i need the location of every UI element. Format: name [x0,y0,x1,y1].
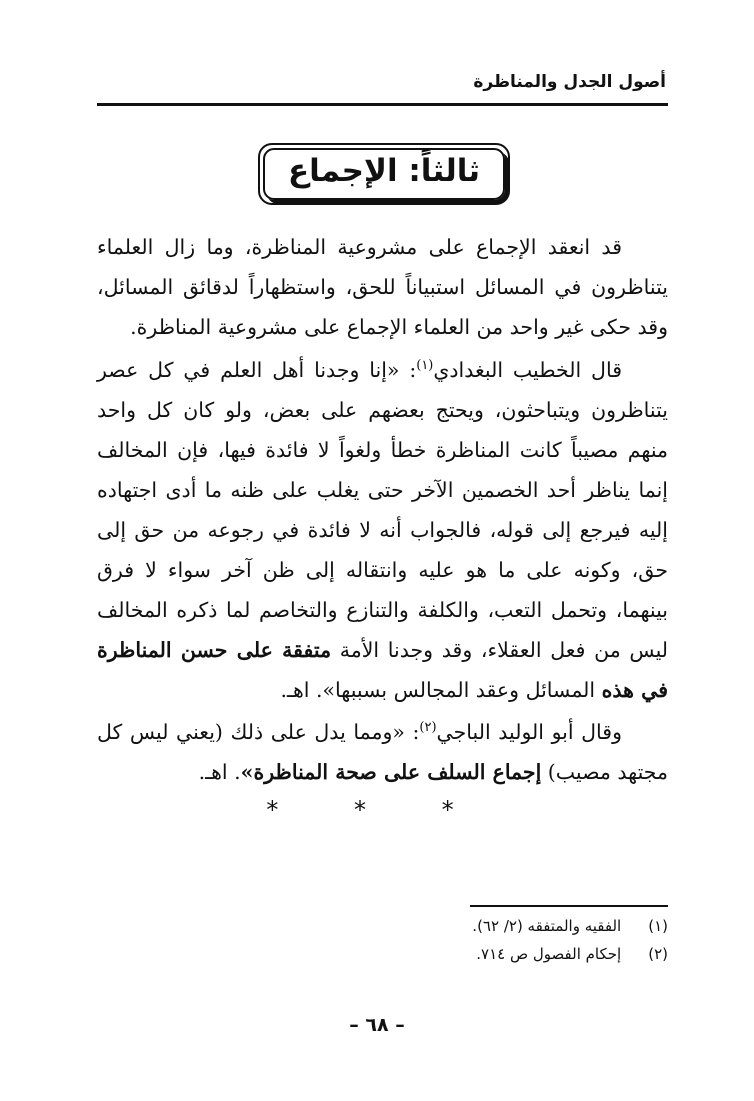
footnote-text: إحكام الفصول ص ٧١٤. [476,945,622,963]
paragraph-khatib-text: : «إنا وجدنا أهل العلم في كل عصر يتناظرون ويتباحثون، ويحتج بعضهم على بعض، ولو كان كل واحد منهم مصيباً كانت المناظرة خطأ ولغواً لا فائدة فيها، فإن المخالف إنما يناظر أحد الخصمين الآخر حتى يغلب على ظنه ما أدى اجتهاده إليه فيرجع إلى قوله، فالجواب أنه لا فائدة في رجوعه من حق إلى حق، وكونه على ما هو عليه وانتقاله إلى ظن آخر سواء لا فرق بينهما، وتحمل التعب، والكلفة والتنازع والتخاصم لما ذكره المخالف ليس من فعل العقلاء، وقد وجدنا الأمة [97,358,669,662]
header-rule [97,103,668,106]
paragraph-baji-bold: إجماع السلف على صحة المناظرة» [240,760,542,784]
footnote-number: (٢) [648,945,668,963]
paragraph-baji-quote [97,712,668,792]
footnote-1 [97,912,668,940]
footnote-text: الفقيه والمتفقه (٢/ ٦٢). [472,917,622,935]
page-number: – ٦٨ – [349,1014,405,1036]
section-title: ثالثاً: الإجماع [287,153,481,189]
paragraph-baji-end: . اهـ. [198,760,241,784]
section-title-box [258,143,510,205]
paragraph-baji-intro: وقال أبو الوليد الباجي [436,720,622,744]
paragraph-khatib-bold: متفقة على حسن المناظرة في هذه [97,638,668,702]
paragraph-khatib-intro: قال الخطيب البغدادي [433,358,623,382]
section-separator: * * * [266,796,488,824]
footnote-rule [470,905,668,907]
footnote-number: (١) [648,917,668,935]
paragraph-baji-text: : «ومما يدل على ذلك (يعني ليس كل مجتهد مصيب) [97,720,668,784]
footnote-ref-1: (١) [416,358,434,374]
footnotes [97,912,668,968]
paragraph-intro: قد انعقد الإجماع على مشروعية المناظرة، وما زال العلماء يتناظرون في المسائل استبياناً للحق، واستظهاراً لدقائق المسائل، وقد حكى غير واحد من العلماء الإجماع على مشروعية المناظرة. [97,235,668,339]
footnote-ref-2: (٢) [419,720,437,736]
footnote-2 [97,940,668,968]
paragraph-khatib-quote [97,350,668,710]
paragraph-khatib-end: المسائل وعقد المجالس بسببها». اهـ. [280,678,602,702]
running-header: أصول الجدل والمناظرة [473,72,666,92]
